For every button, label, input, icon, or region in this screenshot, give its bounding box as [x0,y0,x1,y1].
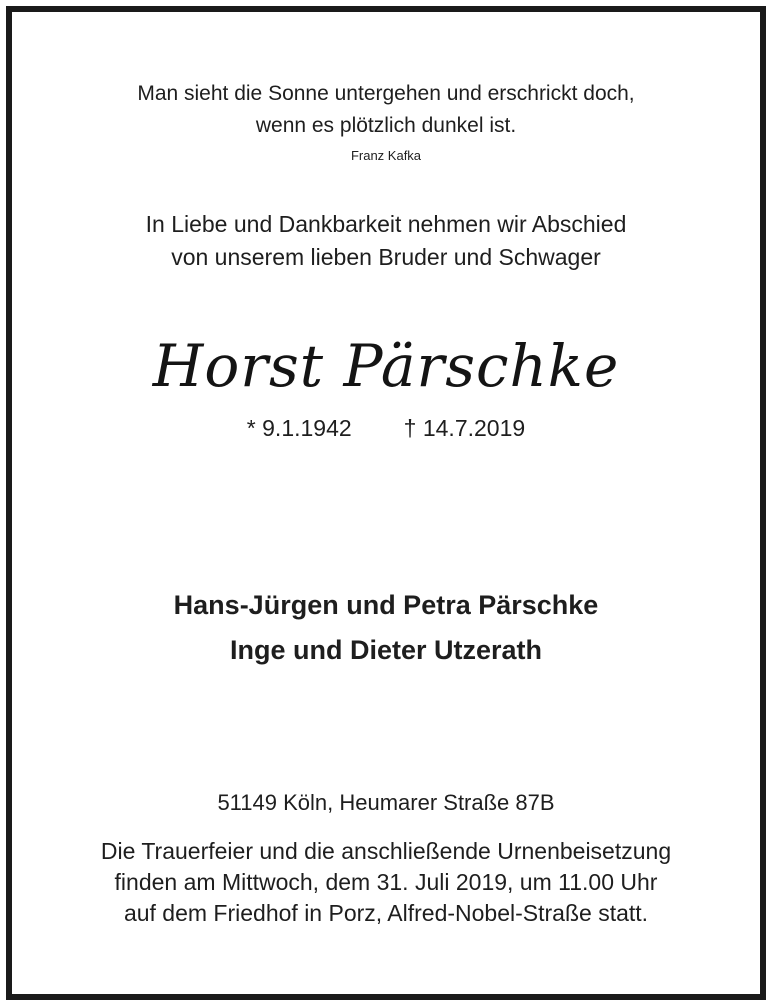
deceased-name: Horst Pärschke [152,332,620,400]
mourner-line-2: Inge und Dieter Utzerath [229,635,543,665]
intro-line-1: In Liebe und Dankbarkeit nehmen wir Abschied [145,211,627,237]
service-line-2: finden am Mittwoch, dem 31. Juli 2019, um 11.00 Uhr [114,869,658,895]
quote-line-2: wenn es plötzlich dunkel ist. [255,114,517,137]
life-dates [12,415,760,442]
mourner-line-1: Hans-Jürgen und Petra Pärschke [173,590,599,620]
quote-author: Franz Kafka [350,148,422,163]
mourner-address: 51149 Köln, Heumarer Straße 87B [217,790,555,815]
birth-date: * 9.1.1942 [246,415,352,441]
service-line-3: auf dem Friedhof in Porz, Alfred-Nobel-Straße statt. [123,900,649,926]
intro-line-2: von unserem lieben Bruder und Schwager [171,244,601,270]
quote-line-1: Man sieht die Sonne untergehen und erschrickt doch, [137,82,635,105]
service-line-1: Die Trauerfeier und die anschließende Urnenbeisetzung [100,838,672,864]
death-date: † 14.7.2019 [403,415,526,441]
obituary-frame [6,6,766,1000]
